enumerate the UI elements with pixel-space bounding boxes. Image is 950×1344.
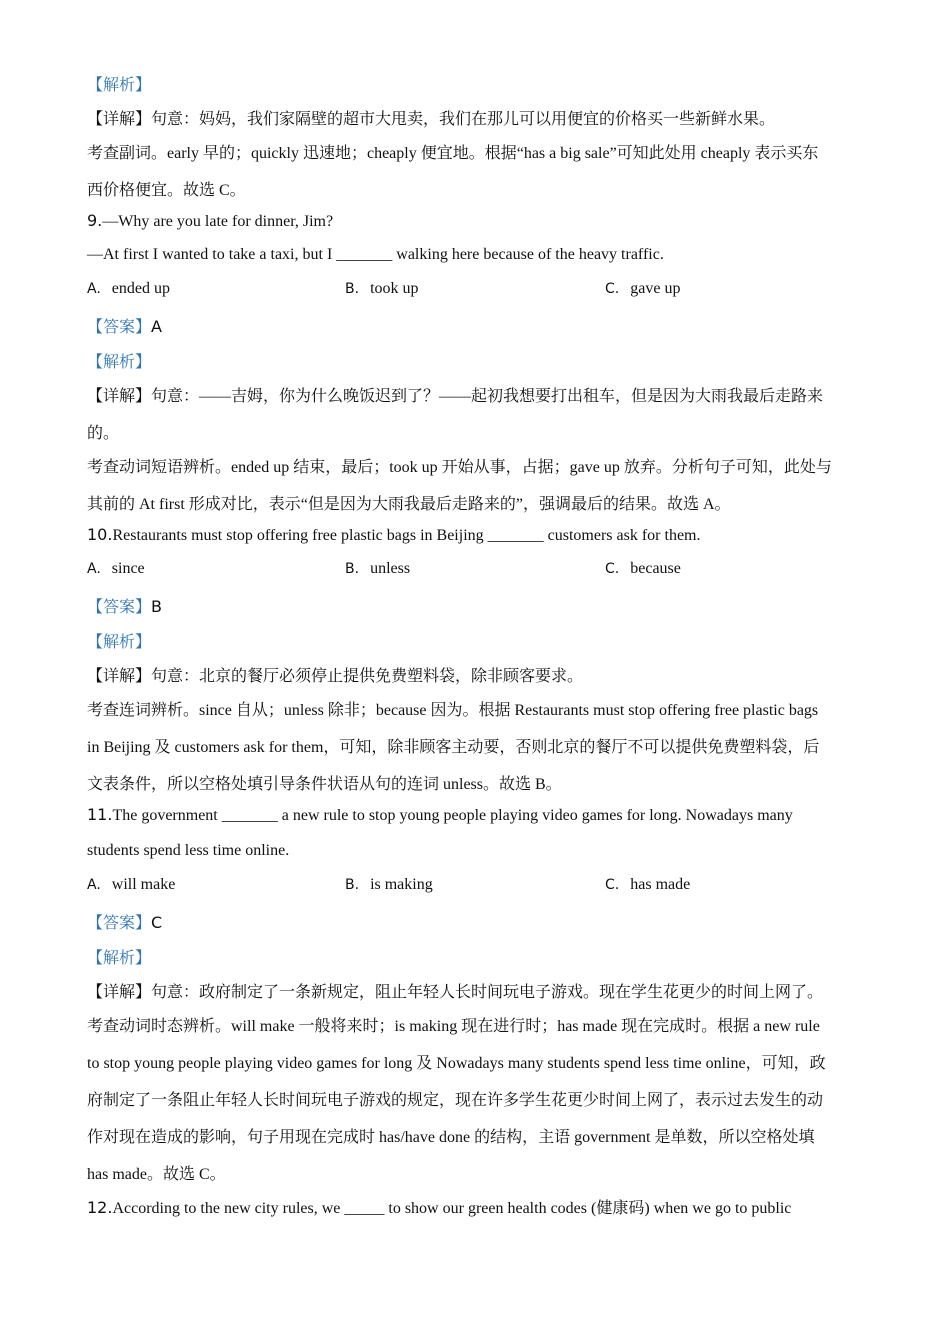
option-c: C. has made bbox=[605, 876, 691, 893]
question-number: 12. bbox=[87, 1198, 113, 1217]
question-11-stem-line: students spend less time online. bbox=[87, 842, 290, 859]
question-number: 11. bbox=[87, 805, 113, 824]
option-b: B. is making bbox=[345, 876, 433, 893]
detail-text: 的。 bbox=[87, 425, 120, 442]
detail-text: 【详解】句意：北京的餐厅必须停止提供免费塑料袋，除非顾客要求。 bbox=[87, 668, 584, 685]
explanation-text: 作对现在造成的影响，句子用现在完成时 has/have done 的结构，主语 government 是单数，所以空格处填 bbox=[87, 1129, 815, 1146]
analysis-label: 【解析】 bbox=[87, 354, 152, 371]
detail-text: 【详解】句意：——吉姆，你为什么晚饭迟到了？——起初我想要打出租车，但是因为大雨我最后走路来 bbox=[87, 388, 824, 405]
explanation-text: has made。故选 C。 bbox=[87, 1166, 226, 1183]
explanation-text: 西价格便宜。故选 C。 bbox=[87, 182, 246, 199]
answer-line: 【答案】A bbox=[87, 317, 162, 336]
analysis-label: 【解析】 bbox=[87, 950, 152, 967]
explanation-text: 考查副词。early 早的；quickly 迅速地；cheaply 便宜地。根据“has a big sale”可知此处用 cheaply 表示买东 bbox=[87, 145, 819, 162]
analysis-label: 【解析】 bbox=[87, 77, 152, 94]
question-11-options bbox=[87, 876, 872, 910]
answer-line: 【答案】C bbox=[87, 913, 163, 932]
question-9-options bbox=[87, 280, 872, 314]
option-b: B. unless bbox=[345, 560, 411, 577]
option-a: A. ended up bbox=[87, 280, 170, 297]
option-c: C. because bbox=[605, 560, 681, 577]
document-page bbox=[87, 72, 872, 1229]
explanation-text: 府制定了一条阻止年轻人长时间玩电子游戏的规定，现在许多学生花更少时间上网了，表示过去发生的动 bbox=[87, 1092, 824, 1109]
explanation-text: to stop young people playing video games for long 及 Nowadays many students spend less time online，可知，政 bbox=[87, 1055, 826, 1072]
question-12-stem: 12.According to the new city rules, we _____ to show our green health codes (健康码) when we go to public bbox=[87, 1198, 792, 1217]
option-a: A. will make bbox=[87, 876, 176, 893]
explanation-text: in Beijing 及 customers ask for them，可知，除非顾客主动要，否则北京的餐厅不可以提供免费塑料袋，后 bbox=[87, 739, 820, 756]
explanation-text: 考查连词辨析。since 自从；unless 除非；because 因为。根据 Restaurants must stop offering free plastic bags bbox=[87, 702, 819, 719]
answer-value: A bbox=[151, 317, 162, 336]
option-a: A. since bbox=[87, 560, 145, 577]
explanation-text: 考查动词时态辨析。will make 一般将来时；is making 现在进行时；has made 现在完成时。根据 a new rule bbox=[87, 1018, 820, 1035]
question-number: 9. bbox=[87, 211, 103, 230]
answer-value: B bbox=[151, 597, 162, 616]
explanation-text: 考查动词短语辨析。ended up 结束，最后；took up 开始从事，占据；gave up 放弃。分析句子可知，此处与 bbox=[87, 459, 832, 476]
detail-text: 【详解】句意：妈妈，我们家隔壁的超市大甩卖，我们在那儿可以用便宜的价格买一些新鲜水果。 bbox=[87, 111, 776, 128]
answer-line: 【答案】B bbox=[87, 597, 162, 616]
explanation-text: 文表条件，所以空格处填引导条件状语从句的连词 unless。故选 B。 bbox=[87, 776, 562, 793]
question-11-stem: 11.The government _______ a new rule to stop young people playing video games for long. Nowadays many bbox=[87, 805, 793, 824]
detail-text: 【详解】句意：政府制定了一条新规定，阻止年轻人长时间玩电子游戏。现在学生花更少的时间上网了。 bbox=[87, 984, 824, 1001]
answer-value: C bbox=[151, 913, 163, 932]
question-9-stem: 9.—Why are you late for dinner, Jim? bbox=[87, 211, 334, 230]
explanation-text: 其前的 At first 形成对比，表示“但是因为大雨我最后走路来的”，强调最后的结果。故选 A。 bbox=[87, 496, 731, 513]
option-c: C. gave up bbox=[605, 280, 681, 297]
option-b: B. took up bbox=[345, 280, 419, 297]
question-9-stem-line: —At first I wanted to take a taxi, but I _______ walking here because of the heavy traffic. bbox=[87, 246, 664, 263]
question-10-options bbox=[87, 560, 872, 594]
question-number: 10. bbox=[87, 525, 113, 544]
analysis-label: 【解析】 bbox=[87, 634, 152, 651]
question-10-stem: 10.Restaurants must stop offering free plastic bags in Beijing _______ customers ask for them. bbox=[87, 525, 701, 544]
